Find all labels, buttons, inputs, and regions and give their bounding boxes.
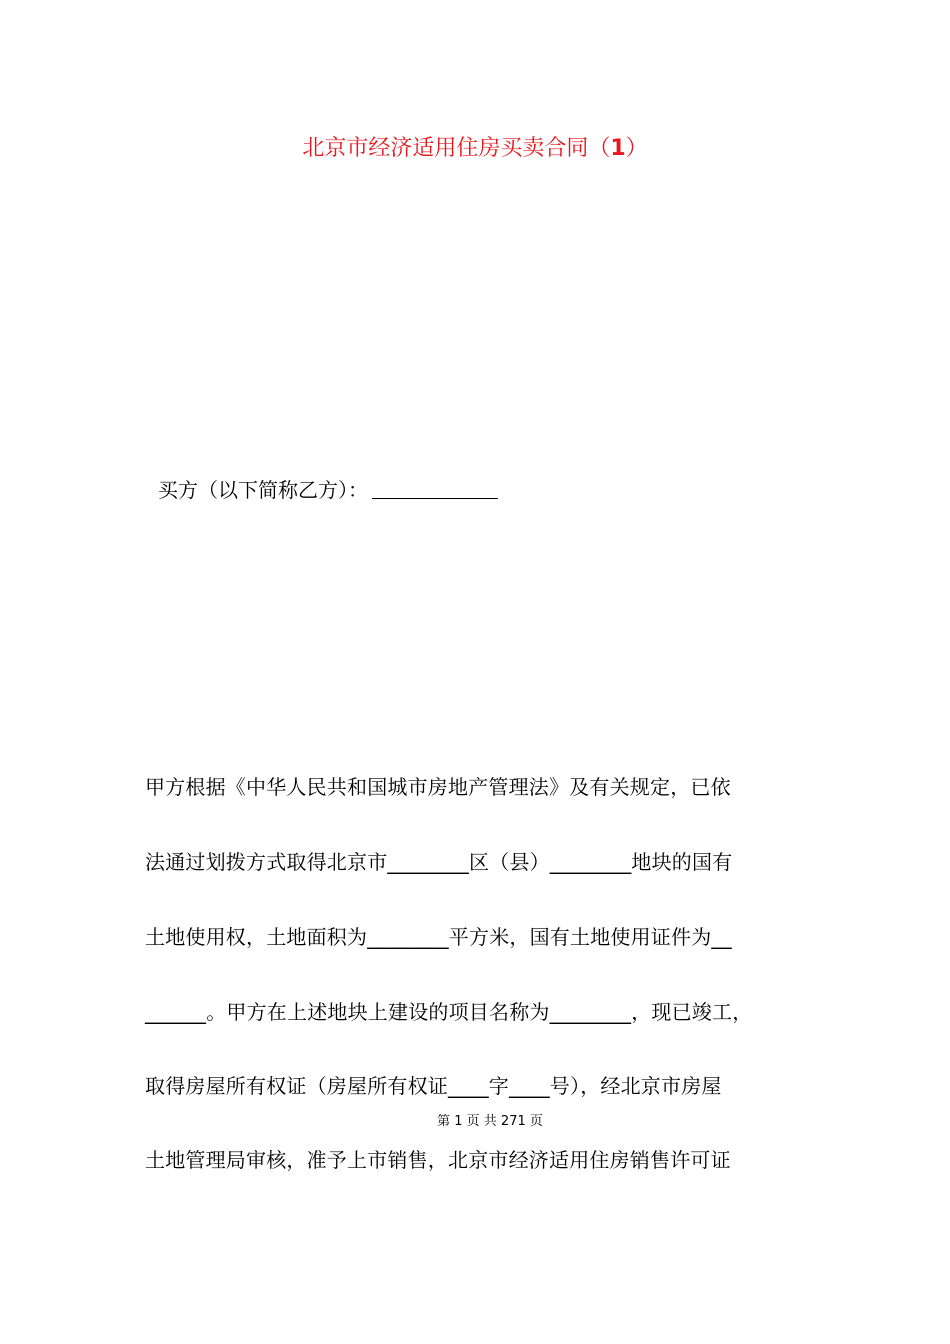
body-line-1: 甲方根据《中华人民共和国城市房地产管理法》及有关规定，已依 xyxy=(145,775,731,799)
buyer-line xyxy=(158,474,498,506)
document-title xyxy=(0,131,950,167)
page-footer: 第 1 页 共 271 页 xyxy=(437,1114,543,1129)
title-main-text: 北京市经济适用住房买卖合同（ xyxy=(302,136,611,161)
body-line-3: 土地使用权，土地面积为________平方米，国有土地使用证件为__ xyxy=(145,925,732,949)
title-close-text: ） xyxy=(625,136,648,161)
buyer-blank-line xyxy=(372,497,498,499)
buyer-label: 买方（以下简称乙方）： xyxy=(158,478,368,502)
title-number: 1 xyxy=(610,136,626,161)
body-line-6: 土地管理局审核，准予上市销售，北京市经济适用住房销售许可证 xyxy=(145,1148,731,1172)
body-line-2: 法通过划拨方式取得北京市________区（县）________地块的国有 xyxy=(145,850,733,874)
body-line-5: 取得房屋所有权证（房屋所有权证____字____号），经北京市房屋 xyxy=(145,1074,722,1098)
body-line-4: ______。甲方在上述地块上建设的项目名称为________，现已竣工， xyxy=(145,1000,753,1024)
